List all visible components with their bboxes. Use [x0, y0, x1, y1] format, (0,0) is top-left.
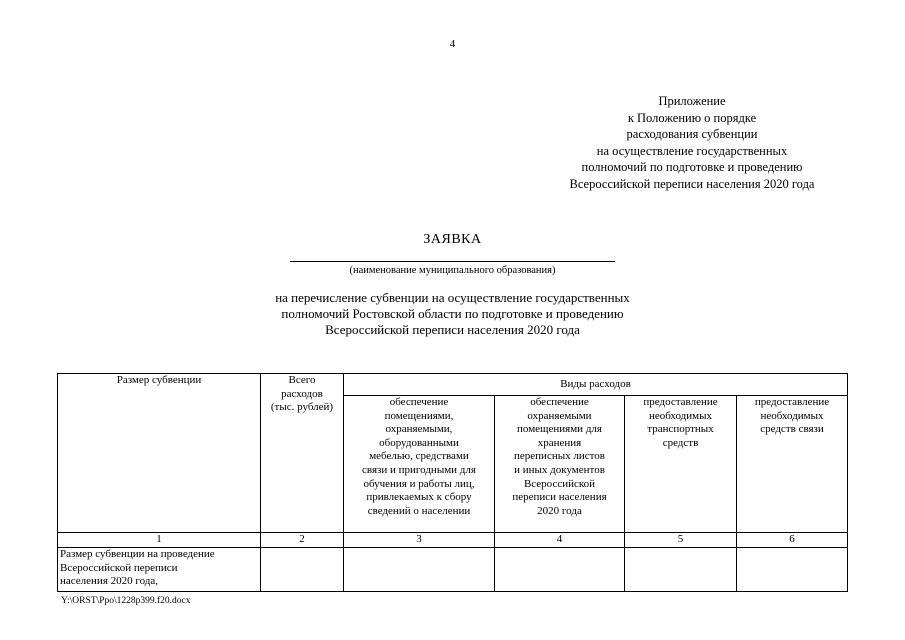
header-text-line: обеспечение [389, 396, 449, 408]
header-communication [737, 396, 848, 533]
row-label-line: Размер субвенции на проведение [60, 548, 215, 560]
header-text-line: переписи населения [512, 491, 607, 504]
column-number: 3 [344, 533, 495, 548]
row-label [58, 548, 261, 592]
header-text-line: (тыс. рублей) [270, 401, 334, 414]
footer-file-path: Y:\ORST\Ppo\1228p399.f20.docx [61, 596, 191, 606]
header-text-line: предоставление [754, 396, 830, 408]
header-text-line: мебелью, средствами [369, 450, 469, 463]
header-text-line: охраняемыми, [385, 423, 453, 436]
page-number: 4 [449, 38, 456, 50]
column-number: 1 [58, 533, 261, 548]
header-text-line: привлекаемых к сбору [366, 491, 472, 504]
header-text-line: охраняемыми [527, 409, 592, 422]
header-text-line: предоставление [643, 396, 718, 408]
header-text-line: связи и пригодными для [362, 463, 476, 476]
header-subvention-size: Размер субвенции [58, 374, 261, 533]
appendix-line: Всероссийской переписи населения 2020 года [569, 176, 815, 191]
column-number: 4 [495, 533, 625, 548]
header-text-line: помещениями для [517, 423, 602, 436]
table-row [58, 548, 848, 592]
header-text-line: 2020 года [537, 504, 582, 517]
row-label-line: Всероссийской переписи [60, 561, 178, 574]
municipality-name-line [290, 261, 615, 262]
header-text-line: средств [662, 436, 699, 449]
header-premises-training [344, 396, 495, 533]
header-transport [625, 396, 737, 533]
header-text-line: расходов [281, 387, 323, 400]
header-text-line: хранения [537, 436, 582, 449]
header-text-line: необходимых [760, 409, 824, 422]
appendix-line: Приложение [658, 94, 726, 108]
value-cell [261, 548, 344, 592]
appendix-line: к Положению о порядке [627, 110, 757, 125]
appendix-line: полномочий по подготовке и проведению [581, 160, 803, 175]
request-purpose [0, 290, 905, 339]
header-text-line: Всероссийской [523, 477, 596, 490]
appendix-line: на осуществление государственных [596, 143, 788, 158]
header-premises-storage [495, 396, 625, 533]
header-text-line: обучения и работы лиц, [363, 477, 475, 490]
value-cell [344, 548, 495, 592]
value-cell [625, 548, 737, 592]
header-text-line: помещениями, [384, 409, 454, 422]
column-number: 5 [625, 533, 737, 548]
appendix-header [540, 93, 844, 193]
header-text-line: средств связи [760, 423, 824, 436]
header-text-line: Всего [288, 374, 316, 386]
document-title: ЗАЯВКА [423, 232, 482, 247]
header-text-line: переписных листов [514, 450, 605, 463]
value-cell [737, 548, 848, 592]
purpose-line: на перечисление субвенции на осуществление государственных [275, 290, 630, 305]
header-text-line: необходимых [648, 409, 713, 422]
header-text-line: обеспечение [530, 396, 589, 408]
header-text-line: сведений о населении [367, 504, 471, 517]
subvention-table [57, 373, 848, 592]
row-label-line: населения 2020 года, [60, 575, 159, 588]
purpose-line: Всероссийской переписи населения 2020 года [325, 322, 580, 338]
municipality-name-caption: (наименование муниципального образования) [349, 265, 556, 276]
header-total-expenses [261, 374, 344, 533]
header-expense-types: Виды расходов [344, 374, 848, 396]
header-text-line: оборудованными [379, 436, 459, 449]
purpose-line: полномочий Ростовской области по подготовке и проведению [281, 306, 624, 322]
header-text-line: и иных документов [514, 463, 605, 476]
header-text-line: транспортных [647, 423, 714, 436]
appendix-line: расходования субвенции [626, 127, 758, 142]
value-cell [495, 548, 625, 592]
column-number: 2 [261, 533, 344, 548]
column-number: 6 [737, 533, 848, 548]
